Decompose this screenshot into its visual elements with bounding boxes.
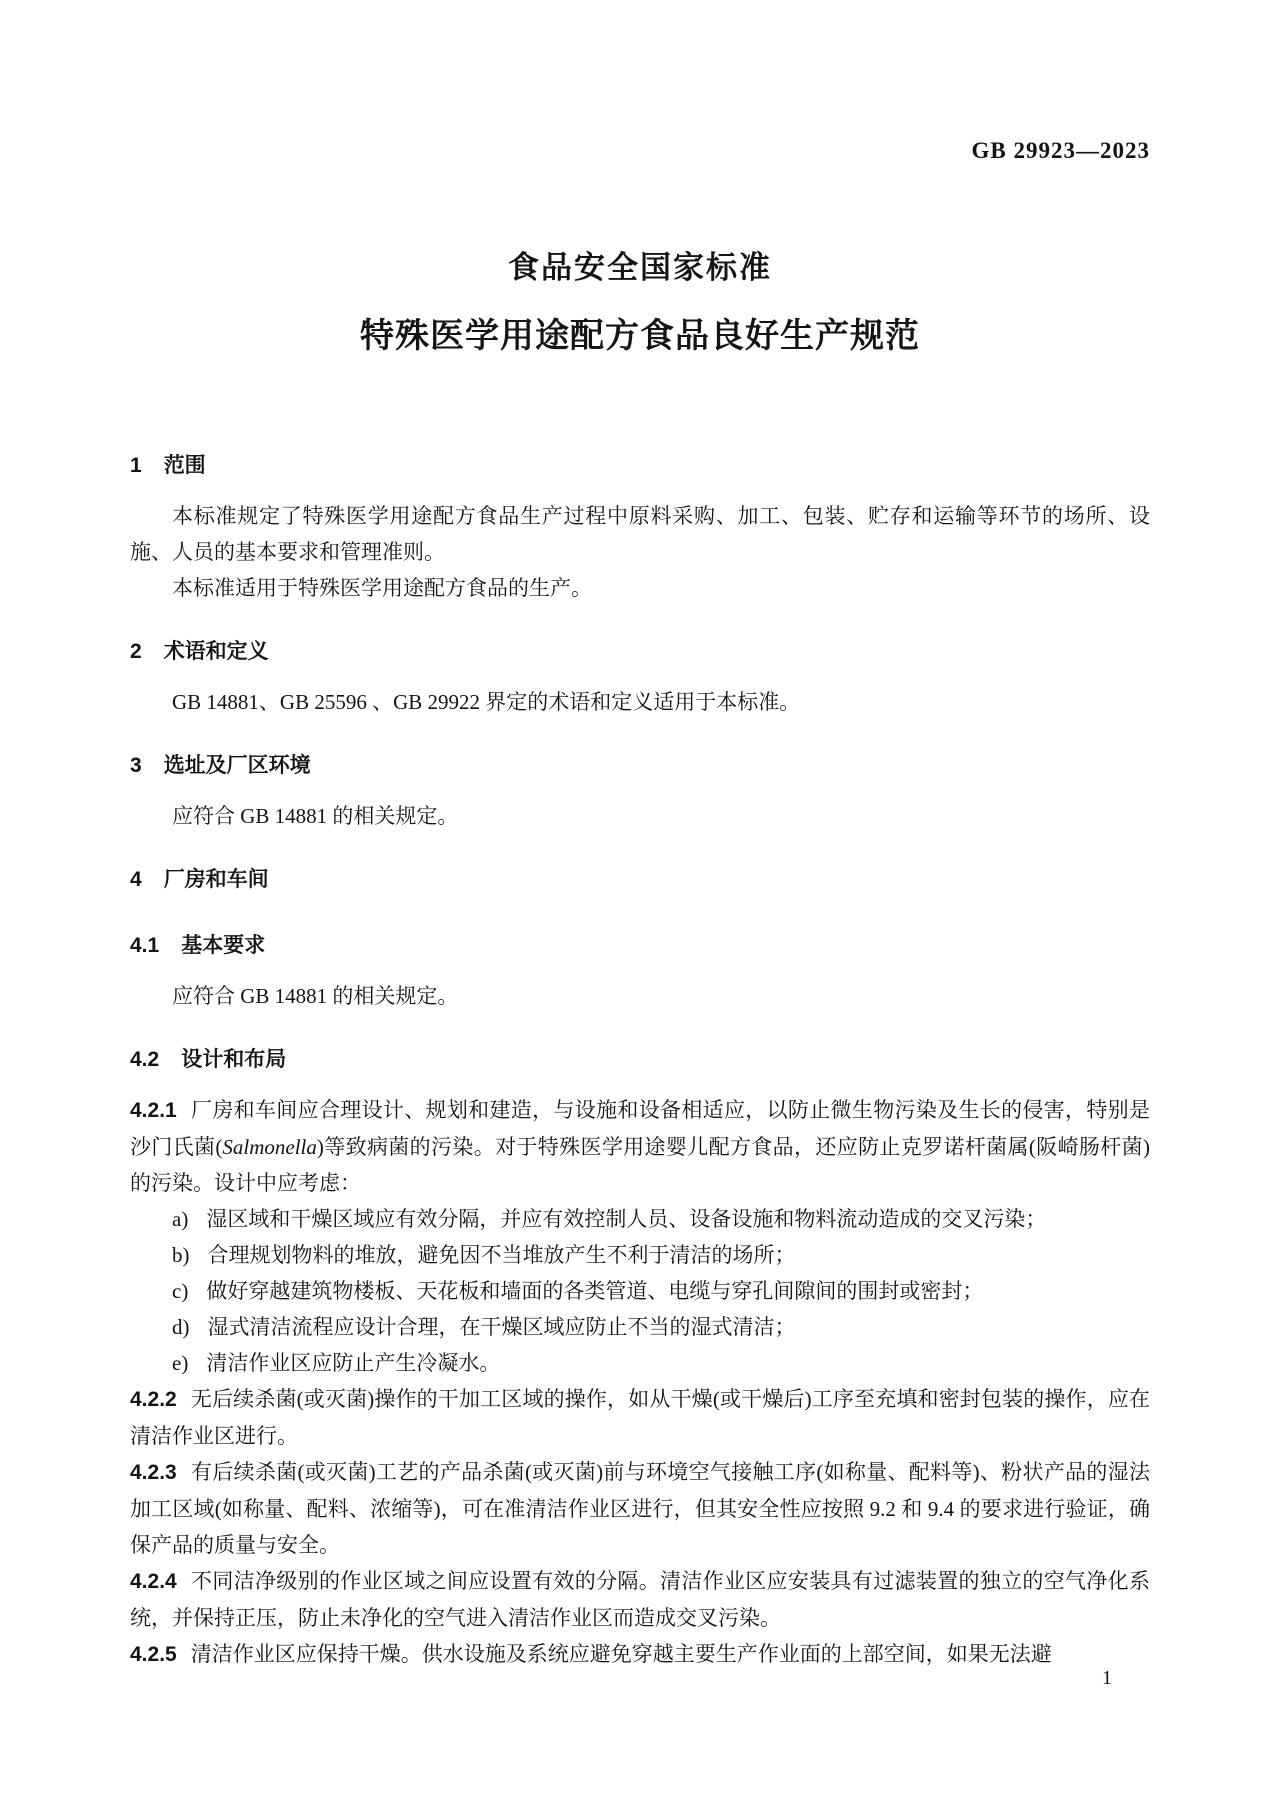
paragraph-scope-2: 本标准适用于特殊医学用途配方食品的生产。 bbox=[172, 576, 592, 600]
paragraph-basic-requirements: 应符合 GB 14881 的相关规定。 bbox=[172, 984, 459, 1008]
clause-number: 4.2.3 bbox=[130, 1461, 177, 1484]
section-number: 4 bbox=[130, 868, 142, 891]
section-title: 选址及厂区环境 bbox=[163, 754, 311, 777]
clause-4-2-4 bbox=[130, 1563, 1150, 1636]
page-number: 1 bbox=[1102, 1667, 1112, 1689]
section-title: 术语和定义 bbox=[163, 640, 269, 663]
subsection-number: 4.1 bbox=[130, 934, 160, 957]
list-text: 做好穿越建筑物楼板、天花板和墙面的各类管道、电缆与穿孔间隙间的围封或密封； bbox=[206, 1279, 984, 1303]
clause-4-2-1 bbox=[130, 1092, 1150, 1201]
list-text: 湿式清洁流程应设计合理，在干燥区域应防止不当的湿式清洁； bbox=[207, 1315, 796, 1339]
list-marker: c) bbox=[172, 1279, 189, 1303]
list-text: 合理规划物料的堆放，避免因不当堆放产生不利于清洁的场所； bbox=[207, 1243, 796, 1267]
clause-text: 无后续杀菌(或灭菌)操作的干加工区域的操作，如从干燥(或干燥后)工序至充填和密封包装的操作，应在清洁作业区进行。 bbox=[130, 1387, 1150, 1448]
section-title: 范围 bbox=[163, 454, 206, 477]
list-marker: a) bbox=[172, 1207, 189, 1231]
clause-4-2-5 bbox=[130, 1636, 1150, 1673]
section-heading-factory bbox=[130, 860, 1150, 900]
section-number: 2 bbox=[130, 640, 142, 663]
list-text: 湿区域和干燥区域应有效分隔，并应有效控制人员、设备设施和物料流动造成的交叉污染； bbox=[206, 1207, 1047, 1231]
list-item bbox=[130, 1237, 1150, 1273]
document-title-line1: 食品安全国家标准 bbox=[508, 250, 772, 285]
section-number: 3 bbox=[130, 754, 142, 777]
standard-number: GB 29923—2023 bbox=[971, 138, 1150, 163]
section-title: 厂房和车间 bbox=[163, 868, 269, 891]
paragraph-site: 应符合 GB 14881 的相关规定。 bbox=[172, 804, 459, 828]
clause-4-2-2 bbox=[130, 1381, 1150, 1454]
section-number: 1 bbox=[130, 454, 142, 477]
list-item bbox=[130, 1201, 1150, 1237]
clause-number: 4.2.4 bbox=[130, 1570, 177, 1593]
subsection-heading-basic-requirements bbox=[130, 926, 1150, 966]
clause-number: 4.2.5 bbox=[130, 1643, 177, 1666]
clause-text: )等致病菌的污染。对于特殊医学用途婴儿配方食品，还应防止克罗诺杆菌属(阪崎肠杆菌)的污染。设计中应考虑： bbox=[130, 1135, 1150, 1195]
list-marker: d) bbox=[172, 1315, 190, 1339]
list-item bbox=[130, 1345, 1150, 1381]
clause-text: 清洁作业区应保持干燥。供水设施及系统应避免穿越主要生产作业面的上部空间，如果无法避 bbox=[190, 1642, 1052, 1666]
list-marker: e) bbox=[172, 1351, 189, 1375]
paragraph-terms: GB 14881、GB 25596 、GB 29922 界定的术语和定义适用于本标准。 bbox=[172, 690, 801, 714]
clause-text: 有后续杀菌(或灭菌)工艺的产品杀菌(或灭菌)前与环境空气接触工序(如称量、配料等)、粉状产品的湿法加工区域(如称量、配料、浓缩等)，可在准清洁作业区进行，但其安全性应按照 9.2 和 9.4 的要求进行验证，确保产品的质量与安全。 bbox=[130, 1460, 1150, 1557]
clause-text: 厂房和车间应合理设计、规划和建造，与设施和设备相适应，以防止微生物污染及生长的侵害，特别是沙门氏菌( bbox=[130, 1098, 1150, 1159]
latin-term-salmonella: Salmonella bbox=[222, 1135, 317, 1159]
list-text: 清洁作业区应防止产生冷凝水。 bbox=[206, 1351, 501, 1375]
subsection-heading-design-layout bbox=[130, 1040, 1150, 1080]
clause-number: 4.2.1 bbox=[130, 1099, 177, 1122]
section-heading-scope bbox=[130, 446, 1150, 486]
document-title-line2: 特殊医学用途配方食品良好生产规范 bbox=[360, 317, 920, 355]
subsection-number: 4.2 bbox=[130, 1048, 160, 1071]
list-item bbox=[130, 1273, 1150, 1309]
paragraph-scope-1: 本标准规定了特殊医学用途配方食品生产过程中原料采购、加工、包装、贮存和运输等环节的场所、设施、人员的基本要求和管理准则。 bbox=[130, 504, 1150, 564]
clause-4-2-3 bbox=[130, 1454, 1150, 1563]
list-item bbox=[130, 1309, 1150, 1345]
section-heading-site bbox=[130, 746, 1150, 786]
clause-number: 4.2.2 bbox=[130, 1388, 177, 1411]
subsection-title: 设计和布局 bbox=[181, 1048, 287, 1071]
clause-text: 不同洁净级别的作业区域之间应设置有效的分隔。清洁作业区应安装具有过滤装置的独立的空气净化系统，并保持正压，防止未净化的空气进入清洁作业区而造成交叉污染。 bbox=[130, 1569, 1150, 1630]
subsection-title: 基本要求 bbox=[181, 934, 266, 957]
section-heading-terms bbox=[130, 632, 1150, 672]
list-marker: b) bbox=[172, 1243, 190, 1267]
